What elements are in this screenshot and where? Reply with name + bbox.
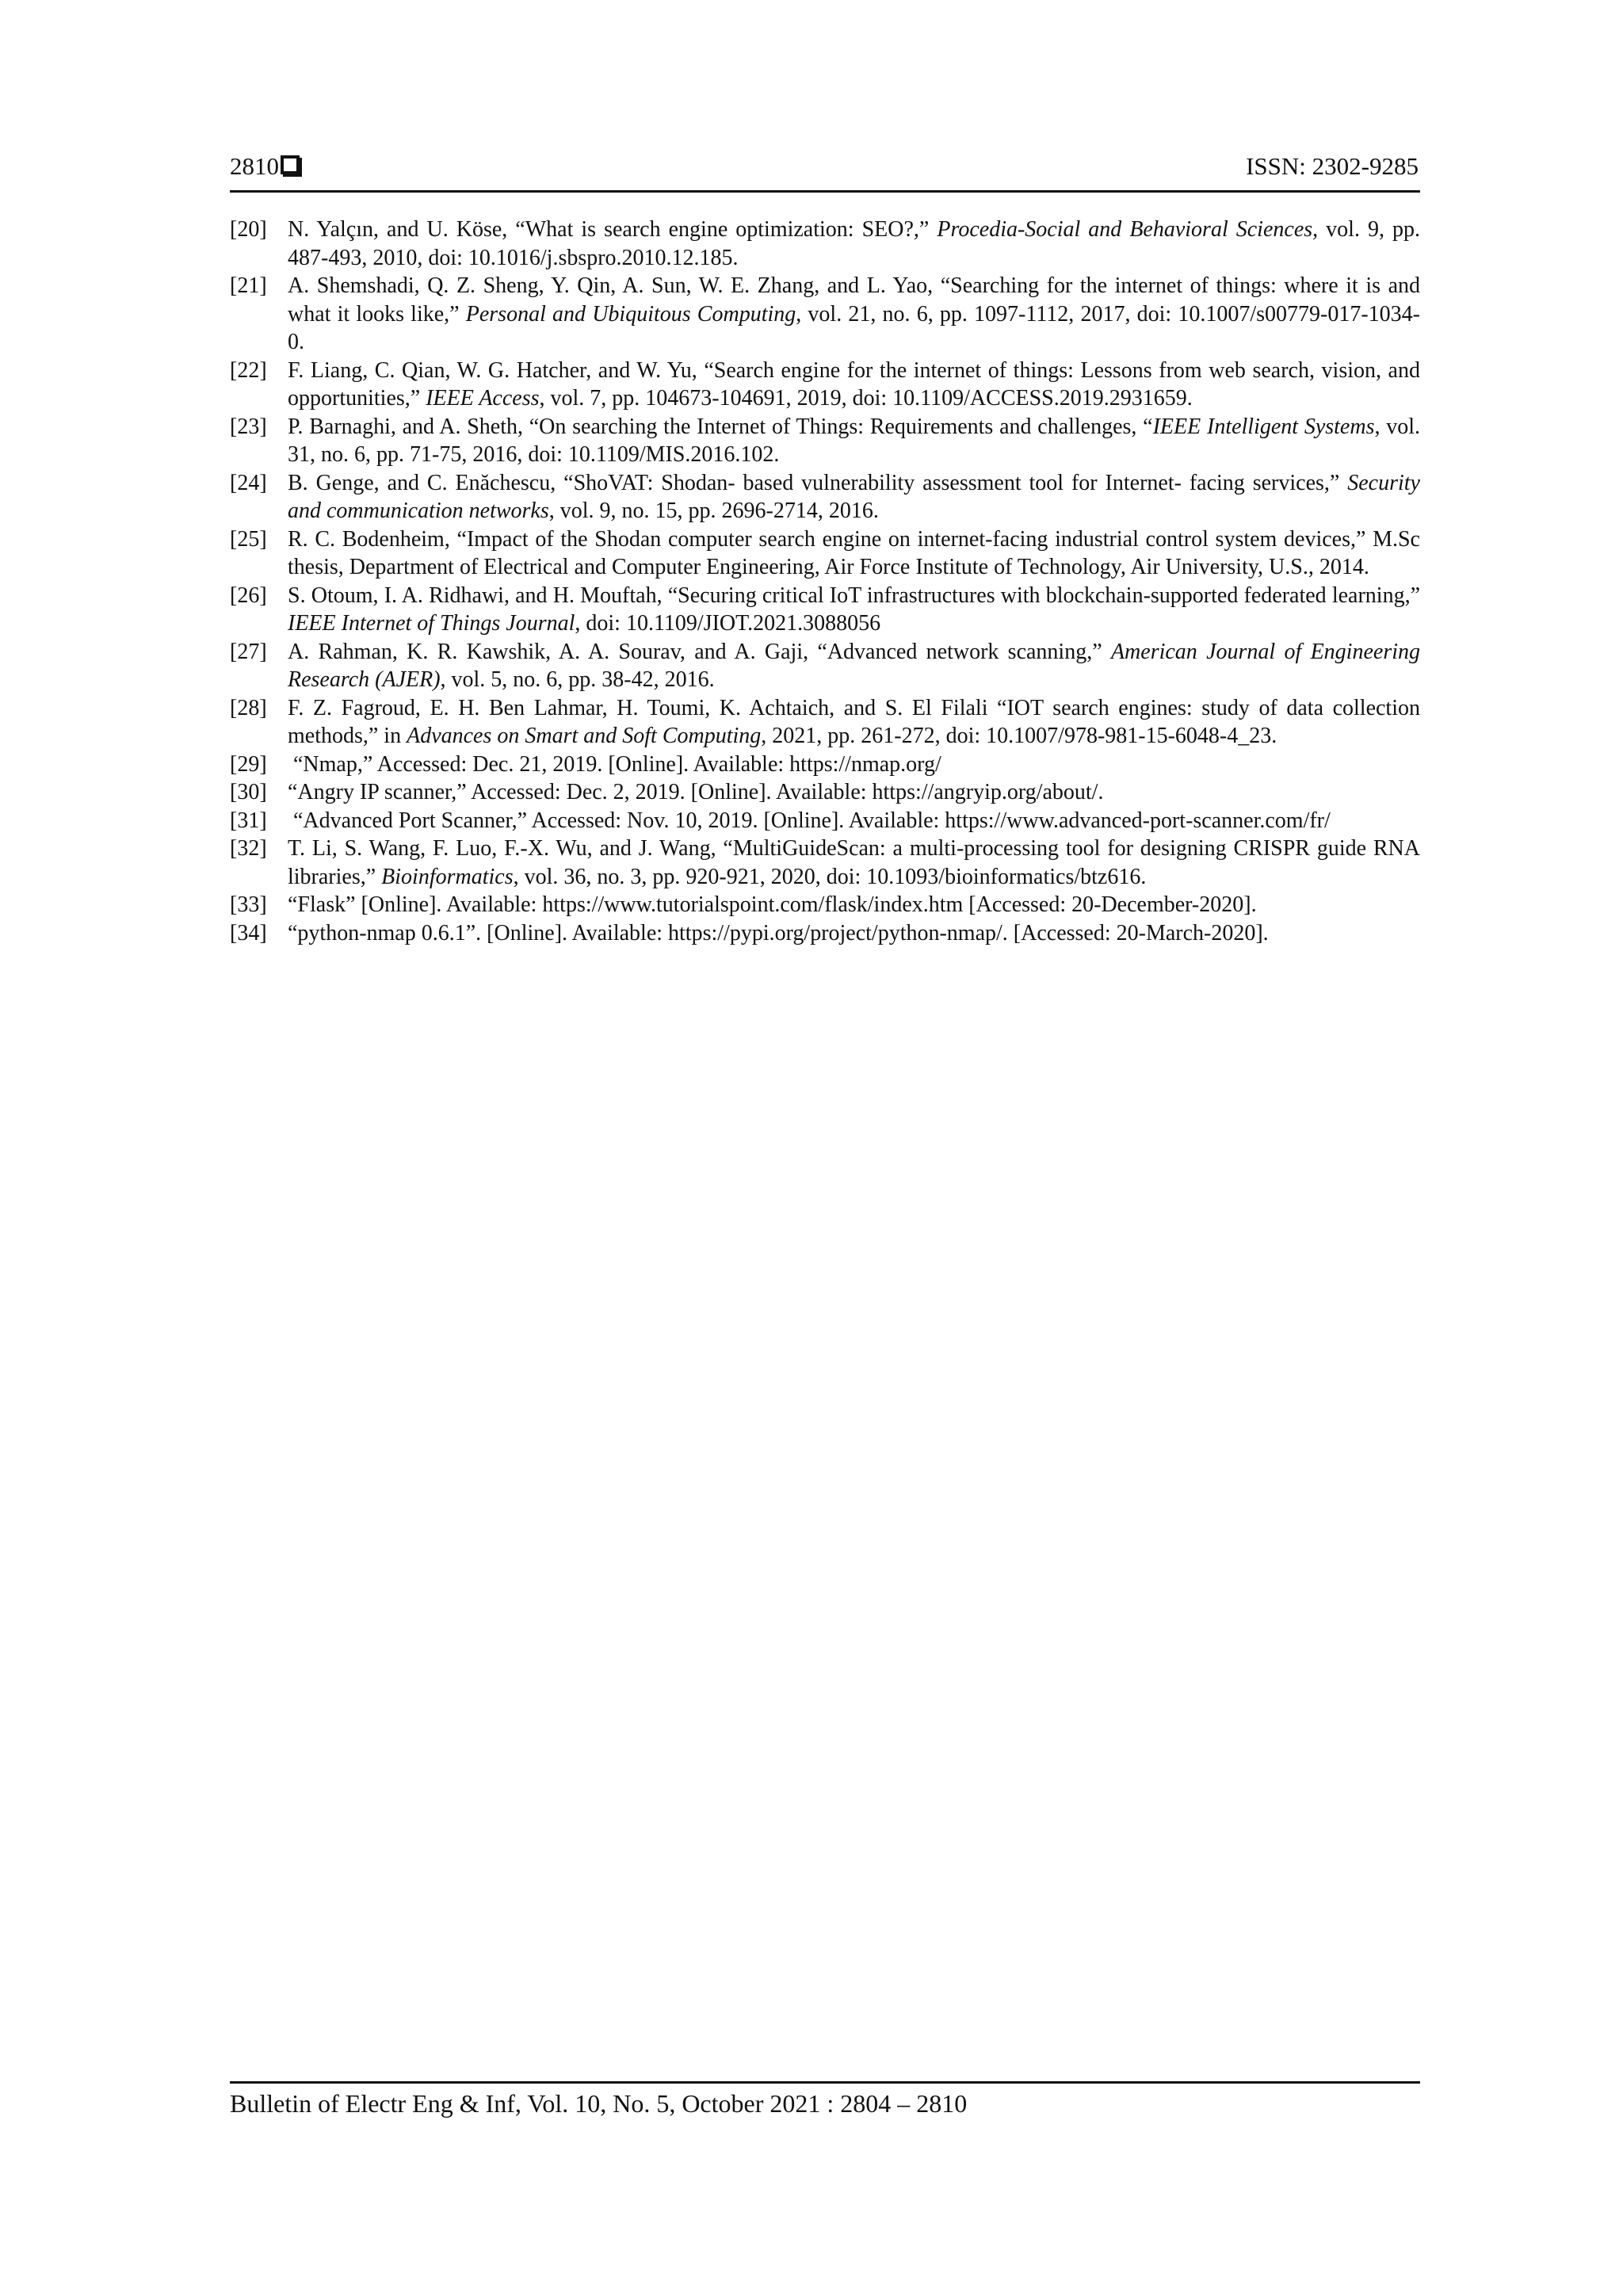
reference-number: [22] [230, 357, 267, 383]
reference-text: F. Liang, C. Qian, W. G. Hatcher, and W. Yu, “Search engine for the internet of things: Lessons from web search, vision, and opportunities,” IEEE Access, vol. 7, pp. 104673-104691, 2019, doi: 10.1109/ACCESS.2019.2931659. [288, 357, 1420, 411]
reference-item [230, 216, 1420, 272]
reference-item [230, 751, 1420, 779]
reference-number: [29] [230, 751, 267, 777]
reference-text: B. Genge, and C. Enăchescu, “ShoVAT: Shodan- based vulnerability assessment tool for Internet- facing services,” Security and communication networks, vol. 9, no. 15, pp. 2696-2714, 2016. [288, 470, 1420, 523]
reference-list [230, 216, 1420, 947]
reference-text: “Angry IP scanner,” Accessed: Dec. 2, 2019. [Online]. Available: https://angryip.org/about/. [288, 780, 1104, 804]
page-header [230, 152, 1419, 190]
reference-item [230, 694, 1420, 751]
reference-number: [32] [230, 836, 267, 861]
page-number: 2810 [230, 152, 300, 181]
reference-number: [27] [230, 639, 267, 664]
reference-text: “Advanced Port Scanner,” Accessed: Nov. 10, 2019. [Online]. Available: https://www.advanced-port-scanner.com/fr/ [288, 808, 1331, 833]
reference-number: [28] [230, 695, 267, 720]
footer-rule [230, 2081, 1420, 2084]
reference-item [230, 638, 1420, 694]
reference-number: [33] [230, 892, 267, 917]
reference-number: [20] [230, 217, 267, 242]
reference-text: “Nmap,” Accessed: Dec. 21, 2019. [Online]. Available: https://nmap.org/ [288, 751, 941, 777]
reference-item [230, 582, 1420, 638]
reference-text: A. Shemshadi, Q. Z. Sheng, Y. Qin, A. Sun, W. E. Zhang, and L. Yao, “Searching for the internet of things: where it is and what it looks like,” Personal and Ubiquitous Computing, vol. 21, no. 6, pp. 1097-1112, 2017, doi: 10.1007/s00779-017-1034-0. [288, 273, 1421, 354]
reference-item [230, 778, 1420, 807]
reference-item [230, 357, 1420, 413]
reference-text: R. C. Bodenheim, “Impact of the Shodan computer search engine on internet-facing industrial control system devices,” M.Sc thesis, Department of Electrical and Computer Engineering, Air Force Institute of Technology, Air University, U.S., 2014. [288, 526, 1420, 579]
reference-number: [23] [230, 414, 267, 439]
reference-number: [26] [230, 583, 267, 608]
reference-text: S. Otoum, I. A. Ridhawi, and H. Mouftah, “Securing critical IoT infrastructures with blockchain-supported federated learning,” IEEE Internet of Things Journal, doi: 10.1109/JIOT.2021.3088056 [288, 583, 1420, 636]
issn-label: ISSN: 2302-9285 [1246, 152, 1419, 180]
reference-text: A. Rahman, K. R. Kawshik, A. A. Sourav, and A. Gaji, “Advanced network scanning,” American Journal of Engineering Research (AJER), vol. 5, no. 6, pp. 38-42, 2016. [288, 639, 1420, 692]
reference-number: [25] [230, 526, 267, 552]
reference-text: N. Yalçın, and U. Köse, “What is search engine optimization: SEO?,” Procedia-Social and Behavioral Sciences, vol. 9, pp. 487-493, 2010, doi: 10.1016/j.sbspro.2010.12.185. [288, 217, 1420, 270]
reference-text: “Flask” [Online]. Available: https://www.tutorialspoint.com/flask/index.htm [Accessed: 20-December-2020]. [288, 892, 1257, 917]
reference-item [230, 525, 1420, 582]
reference-text: P. Barnaghi, and A. Sheth, “On searching the Internet of Things: Requirements and challenges, “IEEE Intelligent Systems, vol. 31, no. 6, pp. 71-75, 2016, doi: 10.1109/MIS.2016.102. [288, 414, 1420, 467]
reference-item [230, 272, 1420, 357]
reference-number: [34] [230, 920, 267, 946]
header-rule [230, 190, 1420, 193]
reference-number: [31] [230, 808, 267, 833]
reference-text: T. Li, S. Wang, F. Luo, F.-X. Wu, and J. Wang, “MultiGuideScan: a multi-processing tool for designing CRISPR guide RNA libraries,” Bioinformatics, vol. 36, no. 3, pp. 920-921, 2020, doi: 10.1093/bioinformatics/btz616. [288, 836, 1420, 889]
reference-item [230, 835, 1420, 891]
reference-text: F. Z. Fagroud, E. H. Ben Lahmar, H. Toumi, K. Achtaich, and S. El Filali “IOT search engines: study of data collection methods,” in Advances on Smart and Soft Computing, 2021, pp. 261-272, doi: 10.1007/978-981-15-6048-4_23. [288, 695, 1420, 748]
footer-citation: Bulletin of Electr Eng & Inf, Vol. 10, No. 5, October 2021 : 2804 – 2810 [230, 2089, 968, 2118]
reference-text: “python-nmap 0.6.1”. [Online]. Available: https://pypi.org/project/python-nmap/. [Accessed: 20-March-2020]. [288, 920, 1269, 946]
reference-item [230, 469, 1420, 525]
box-bullet-icon [281, 155, 300, 174]
reference-number: [21] [230, 273, 267, 298]
reference-item [230, 807, 1420, 835]
reference-number: [30] [230, 780, 267, 804]
reference-number: [24] [230, 470, 267, 495]
reference-item [230, 919, 1420, 948]
reference-item [230, 891, 1420, 919]
reference-item [230, 413, 1420, 469]
